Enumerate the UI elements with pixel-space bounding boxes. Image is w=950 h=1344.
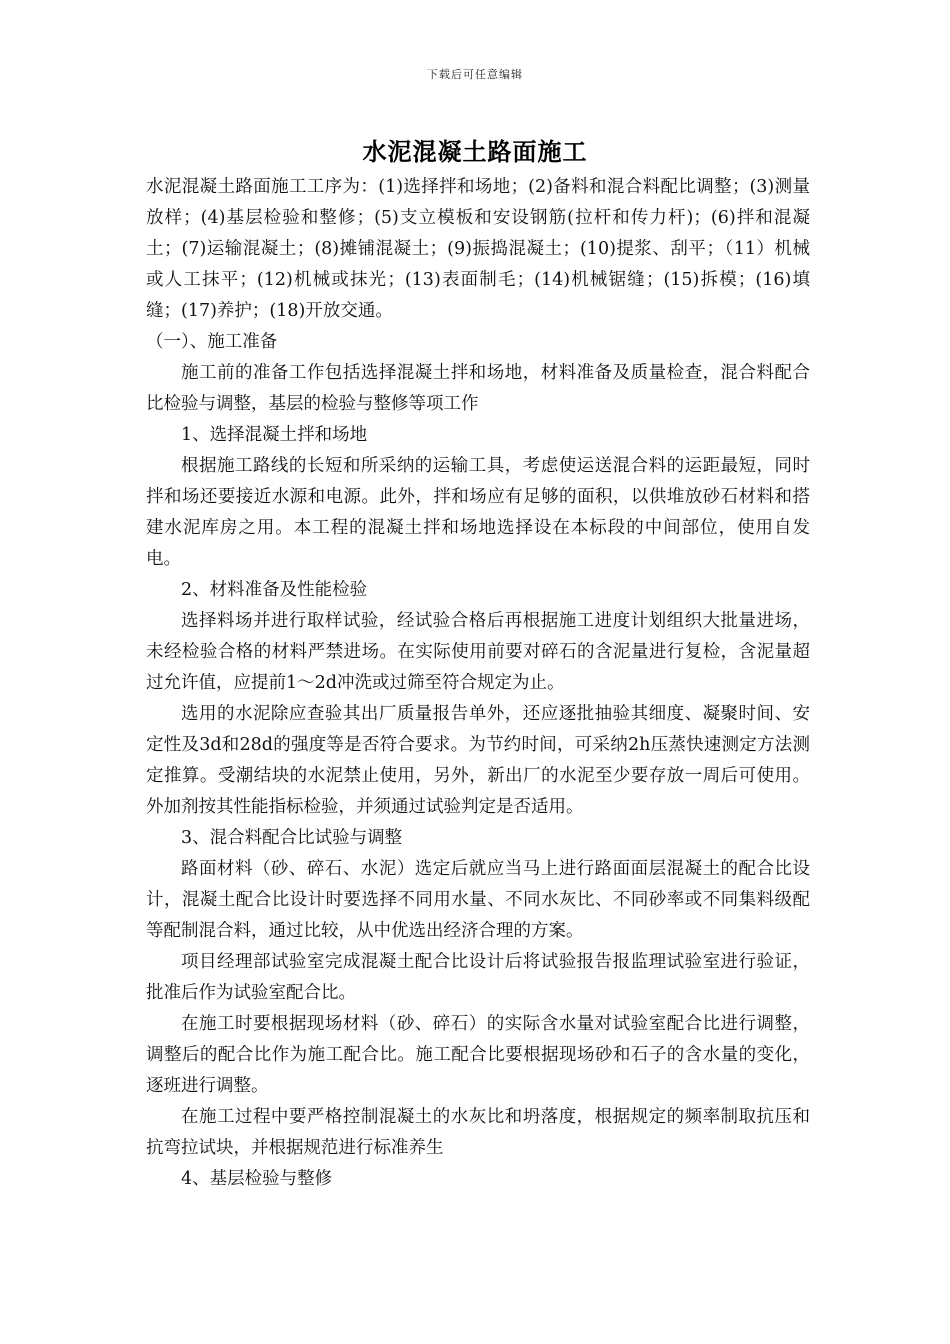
subheading-base-inspection: 4、基层检验与整修 <box>181 1169 333 1189</box>
subheading-mix-ratio: 3、混合料配合比试验与调整 <box>181 828 403 848</box>
page-title: 水泥混凝土路面施工 <box>362 138 588 166</box>
header-note: 下载后可任意编辑 <box>427 68 523 81</box>
paragraph-materials-2: 选用的水泥除应查验其出厂质量报告单外，还应逐批抽验其细度、凝聚时间、安定性及3d和28d的强度等是否符合要求。为节约时间，可采纳2h压蒸快速测定方法测定推算。受潮结块的水泥禁止使用，另外，新出厂的水泥至少要存放一周后可使用。外加剂按其性能指标检验，并须通过试验判定是否适用。 <box>146 704 810 817</box>
paragraph-mix-ratio-1: 路面材料（砂、碎石、水泥）选定后就应当马上进行路面面层混凝土的配合比设计，混凝土配合比设计时要选择不同用水量、不同水灰比、不同砂率或不同集料级配等配制混合料，通过比较，从中优选出经济合理的方案。 <box>146 859 810 941</box>
paragraph-preparation: 施工前的准备工作包括选择混凝土拌和场地，材料准备及质量检查，混合料配合比检验与调整，基层的检验与整修等项工作 <box>146 363 810 414</box>
paragraph-mix-ratio-2: 项目经理部试验室完成混凝土配合比设计后将试验报告报监理试验室进行验证，批准后作为试验室配合比。 <box>146 952 810 1003</box>
intro-paragraph: 水泥混凝土路面施工工序为：(1)选择拌和场地；(2)备料和混合料配比调整；(3)测量放样；(4)基层检验和整修；(5)支立模板和安设钢筋(拉杆和传力杆)；(6)拌和混凝土；(7)运输混凝土；(8)摊铺混凝土；(9)振捣混凝土；(10)提浆、刮平；（11）机械或人工抹平；(12)机械或抹光；(13)表面制毛；(14)机械锯缝；(15)拆模；(16)填缝；(17)养护；(18)开放交通。 <box>146 177 810 321</box>
paragraph-mix-ratio-3: 在施工时要根据现场材料（砂、碎石）的实际含水量对试验室配合比进行调整，调整后的配合比作为施工配合比。施工配合比要根据现场砂和石子的含水量的变化，逐班进行调整。 <box>146 1014 810 1096</box>
subheading-materials: 2、材料准备及性能检验 <box>181 580 368 600</box>
paragraph-mix-ratio-4: 在施工过程中要严格控制混凝土的水灰比和坍落度，根据规定的频率制取抗压和抗弯拉试块，并根据规范进行标准养生 <box>146 1107 810 1158</box>
subheading-mixing-site: 1、选择混凝土拌和场地 <box>181 425 368 445</box>
paragraph-materials-1: 选择料场并进行取样试验，经试验合格后再根据施工进度计划组织大批量进场，未经检验合格的材料严禁进场。在实际使用前要对碎石的含泥量进行复检，含泥量超过允许值，应提前1～2d冲洗或过筛至符合规定为止。 <box>146 611 810 693</box>
section-heading-preparation: （一）、施工准备 <box>146 332 278 352</box>
document-body <box>146 172 810 1195</box>
paragraph-mixing-site: 根据施工路线的长短和所采纳的运输工具，考虑使运送混合料的运距最短，同时拌和场还要接近水源和电源。此外，拌和场应有足够的面积，以供堆放砂石材料和搭建水泥库房之用。本工程的混凝土拌和场地选择设在本标段的中间部位，使用自发电。 <box>146 456 810 569</box>
